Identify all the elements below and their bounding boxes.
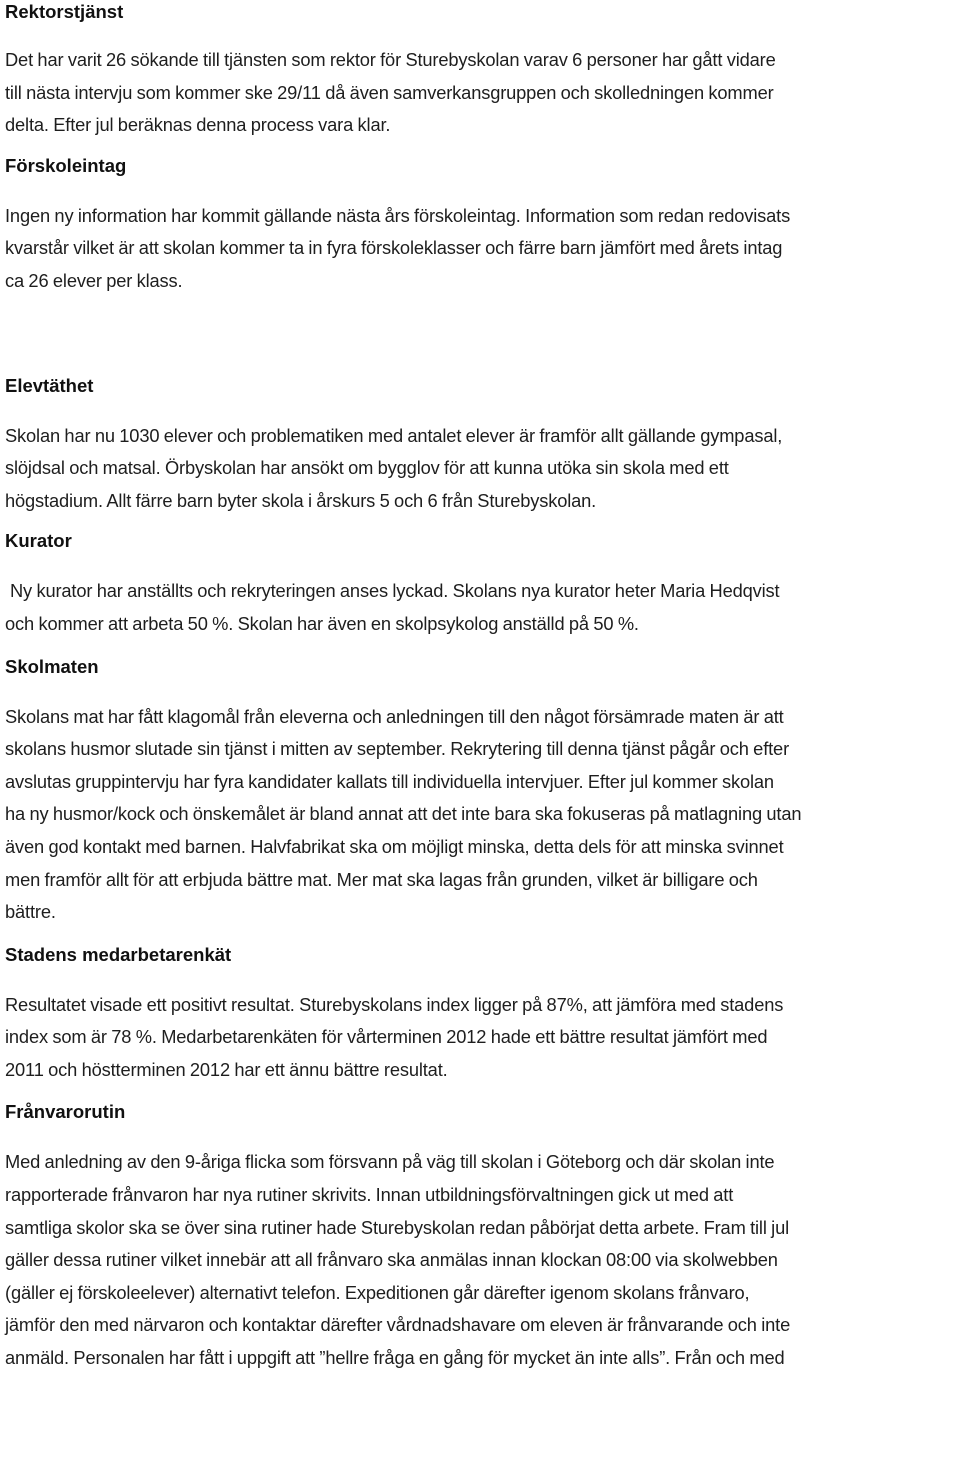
section-heading-elevtathet: Elevtäthet xyxy=(5,374,94,396)
text-line: men framför allt för att erbjuda bättre mat. Mer mat ska lagas från grunden, vilket är billigare och xyxy=(5,868,758,890)
text-line: Det har varit 26 sökande till tjänsten som rektor för Sturebyskolan varav 6 personer har gått vidare xyxy=(5,49,776,70)
text-line: Ingen ny information har kommit gällande nästa års förskoleintag. Information som redan redovisats xyxy=(5,204,791,226)
section-body-stadens-medarbetarenkat xyxy=(5,989,957,1087)
text-line: delta. Efter jul beräknas denna process vara klar. xyxy=(5,114,391,136)
text-line: Skolans mat har fått klagomål från eleverna och anledningen till den något försämrade maten är att xyxy=(5,705,784,727)
text-line: samtliga skolor ska se över sina rutiner hade Sturebyskolan redan påbörjat detta arbete. Fram till jul xyxy=(5,1216,790,1238)
text-line: 2011 och höstterminen 2012 har ett ännu bättre resultat. xyxy=(5,1058,448,1080)
section-heading-stadens-medarbetarenkat: Stadens medarbetarenkät xyxy=(5,943,232,965)
text-line: anmäld. Personalen har fått i uppgift att ”hellre fråga en gång för mycket än inte alls”. Från och med xyxy=(5,1347,785,1369)
text-line: avslutas gruppintervju har fyra kandidater kallats till individuella intervjuer. Efter jul kommer skolan xyxy=(5,770,774,792)
section-body-franvarorutin xyxy=(5,1146,957,1374)
text-line: Resultatet visade ett positivt resultat. Sturebyskolans index ligger på 87%, att jämföra med stadens xyxy=(5,993,784,1015)
text-line: även god kontakt med barnen. Halvfabrikat ska om möjligt minska, detta dels för att minska svinnet xyxy=(5,835,784,857)
section-body-elevtathet xyxy=(5,420,957,518)
text-line: ha ny husmor/kock och önskemålet är bland annat att det inte bara ska fokuseras på matlagning utan xyxy=(5,803,802,825)
text-line: bättre. xyxy=(5,901,56,923)
text-line: skolans husmor slutade sin tjänst i mitten av september. Rekrytering till denna tjänst pågår och efter xyxy=(5,738,790,760)
section-heading-forskoleintag: Förskoleintag xyxy=(5,154,127,176)
text-line: och kommer att arbeta 50 %. Skolan har även en skolpsykolog anställd på 50 %. xyxy=(5,612,639,634)
text-line: slöjdsal och matsal. Örbyskolan har ansökt om bygglov för att kunna utöka sin skola med ett xyxy=(5,457,729,479)
text-line: högstadium. Allt färre barn byter skola i årskurs 5 och 6 från Sturebyskolan. xyxy=(5,489,597,511)
section-heading-kurator: Kurator xyxy=(5,530,72,552)
text-line: ca 26 elever per klass. xyxy=(5,269,183,291)
text-line: Med anledning av den 9-åriga flicka som försvann på väg till skolan i Göteborg och där skolan inte xyxy=(5,1151,775,1173)
text-line: Skolan har nu 1030 elever och problematiken med antalet elever är framför allt gällande gympasal, xyxy=(5,424,783,446)
section-body-skolmaten xyxy=(5,701,957,929)
text-line: jämför den med närvaron och kontaktar därefter vårdnadshavare om eleven är frånvarande och inte xyxy=(5,1314,791,1336)
section-heading-rektorstjanst: Rektorstjänst xyxy=(5,1,124,22)
document-page xyxy=(5,0,957,1375)
section-body-kurator xyxy=(5,575,957,640)
text-line: rapporterade frånvaron har nya rutiner skrivits. Innan utbildningsförvaltningen gick ut med att xyxy=(5,1184,734,1206)
section-heading-skolmaten: Skolmaten xyxy=(5,655,99,677)
section-body-rektorstjanst xyxy=(5,44,957,142)
text-line: index som är 78 %. Medarbetarenkäten för vårterminen 2012 hade ett bättre resultat jämfört med xyxy=(5,1026,768,1048)
text-line: gäller dessa rutiner vilket innebär att all frånvaro ska anmälas innan klockan 08:00 via skolwebben xyxy=(5,1249,778,1271)
section-heading-franvarorutin: Frånvarorutin xyxy=(5,1101,126,1123)
text-line: till nästa intervju som kommer ske 29/11 då även samverkansgruppen och skolledningen kommer xyxy=(5,81,774,103)
section-body-forskoleintag xyxy=(5,200,957,298)
text-line: kvarstår vilket är att skolan kommer ta in fyra förskoleklasser och färre barn jämfört med årets intag xyxy=(5,237,783,259)
text-line: (gäller ej förskoleelever) alternativt telefon. Expeditionen går därefter igenom skolans frånvaro, xyxy=(5,1281,750,1303)
text-line: Ny kurator har anställts och rekryteringen anses lyckad. Skolans nya kurator heter Maria Hedqvist xyxy=(10,580,780,602)
